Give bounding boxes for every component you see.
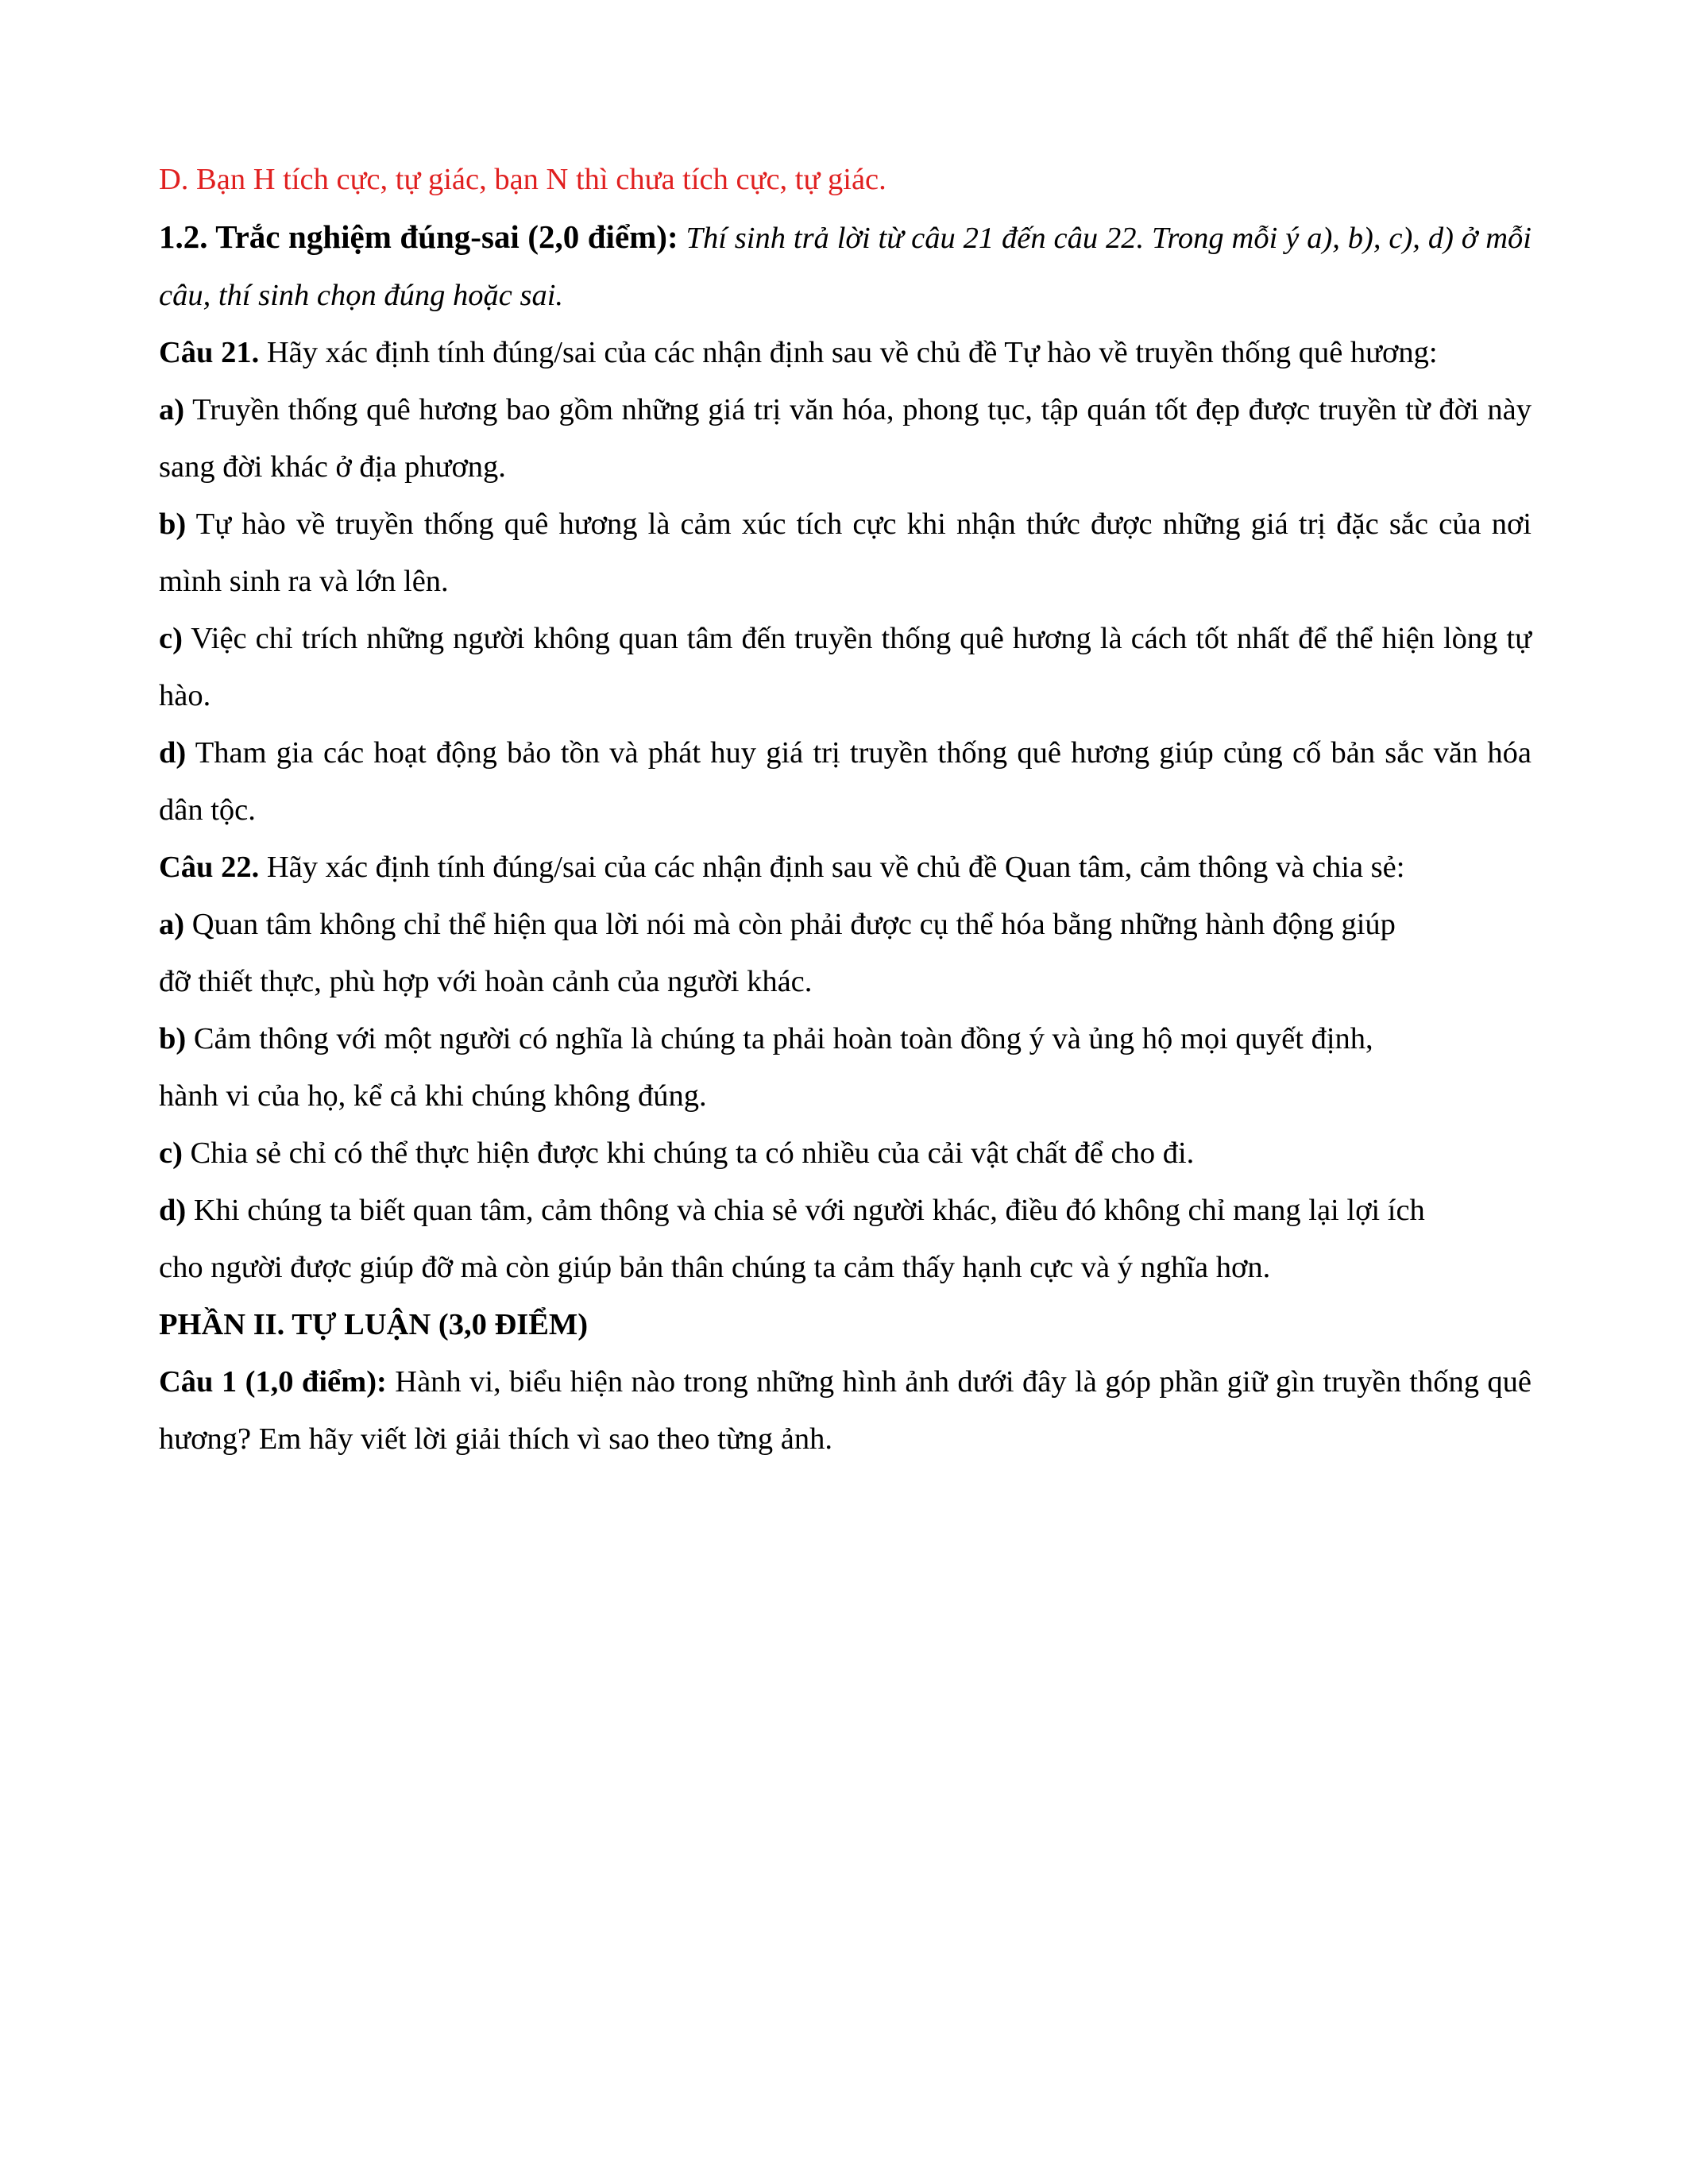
part-2-question-1: [159, 1353, 1532, 1468]
question-21-item-a: [159, 381, 1532, 496]
item-text: Quan tâm không chỉ thể hiện qua lời nói mà còn phải được cụ thể hóa bằng những hành động giúp: [184, 908, 1396, 941]
item-letter: c): [159, 1136, 183, 1170]
section-1-2-instruction: Thí sinh trả lời từ câu 21 đến câu 22. Trong mỗi ý a), b), c), d) ở mỗi câu, thí sinh chọn đúng hoặc sai.: [159, 222, 1532, 312]
part-2-question-1-label: Câu 1 (1,0 điểm):: [159, 1365, 387, 1399]
answer-option-d: D. Bạn H tích cực, tự giác, bạn N thì chưa tích cực, tự giác.: [159, 163, 886, 196]
question-21-text: Hãy xác định tính đúng/sai của các nhận định sau về chủ đề Tự hào về truyền thống quê hương:: [259, 336, 1438, 369]
question-22-item-b-line2: hành vi của họ, kể cả khi chúng không đúng.: [159, 1079, 707, 1113]
question-21-item-c: [159, 610, 1532, 724]
item-letter: a): [159, 908, 185, 941]
item-text: Tự hào về truyền thống quê hương là cảm xúc tích cực khi nhận thức được những giá trị đặc sắc của nơi mình sinh ra và lớn lên.: [159, 507, 1532, 598]
section-1-2: [159, 208, 1532, 324]
question-22-item-d-line2: cho người được giúp đỡ mà còn giúp bản thân chúng ta cảm thấy hạnh cực và ý nghĩa hơn.: [159, 1251, 1271, 1284]
question-22-label: Câu 22.: [159, 851, 260, 884]
question-22-item-b-line1: [159, 1010, 1532, 1067]
item-text: Khi chúng ta biết quan tâm, cảm thông và chia sẻ với người khác, điều đó không chỉ mang lại lợi ích: [186, 1194, 1425, 1227]
item-text: Cảm thông với một người có nghĩa là chúng ta phải hoàn toàn đồng ý và ủng hộ mọi quyết định,: [186, 1022, 1373, 1055]
item-letter: d): [159, 1194, 187, 1227]
document-page: [159, 151, 1532, 1468]
question-22: [159, 839, 1532, 896]
question-22-text: Hãy xác định tính đúng/sai của các nhận định sau về chủ đề Quan tâm, cảm thông và chia sẻ:: [259, 851, 1405, 884]
part-2-question-1-text: Hành vi, biểu hiện nào trong những hình ảnh dưới đây là góp phần giữ gìn truyền thống quê hương? Em hãy viết lời giải thích vì sao theo từng ảnh.: [159, 1365, 1532, 1456]
question-21-label: Câu 21.: [159, 336, 260, 369]
item-text: Chia sẻ chỉ có thể thực hiện được khi chúng ta có nhiều của cải vật chất để cho đi.: [182, 1136, 1195, 1170]
section-1-2-title: 1.2. Trắc nghiệm đúng-sai (2,0 điểm):: [159, 218, 678, 255]
question-22-item-c: [159, 1125, 1532, 1182]
item-letter: a): [159, 393, 185, 426]
question-22-item-a-line2: đỡ thiết thực, phù hợp với hoàn cảnh của người khác.: [159, 965, 813, 998]
item-text: Truyền thống quê hương bao gồm những giá trị văn hóa, phong tục, tập quán tốt đẹp được truyền từ đời này sang đời khác ở địa phương.: [159, 393, 1532, 484]
item-letter: b): [159, 507, 187, 541]
question-21-item-d: [159, 724, 1532, 839]
question-21: [159, 324, 1532, 381]
item-text: Việc chỉ trích những người không quan tâm đến truyền thống quê hương là cách tốt nhất để thể hiện lòng tự hào.: [159, 622, 1532, 712]
question-21-item-b: [159, 496, 1532, 610]
item-letter: b): [159, 1022, 187, 1055]
part-2-title: PHẦN II. TỰ LUẬN (3,0 ĐIỂM): [159, 1308, 589, 1341]
item-letter: d): [159, 736, 187, 770]
question-22-item-d-line1: [159, 1182, 1532, 1239]
question-22-item-a-line1: [159, 896, 1532, 953]
item-letter: c): [159, 622, 183, 655]
item-text: Tham gia các hoạt động bảo tồn và phát huy giá trị truyền thống quê hương giúp củng cố bản sắc văn hóa dân tộc.: [159, 736, 1532, 827]
